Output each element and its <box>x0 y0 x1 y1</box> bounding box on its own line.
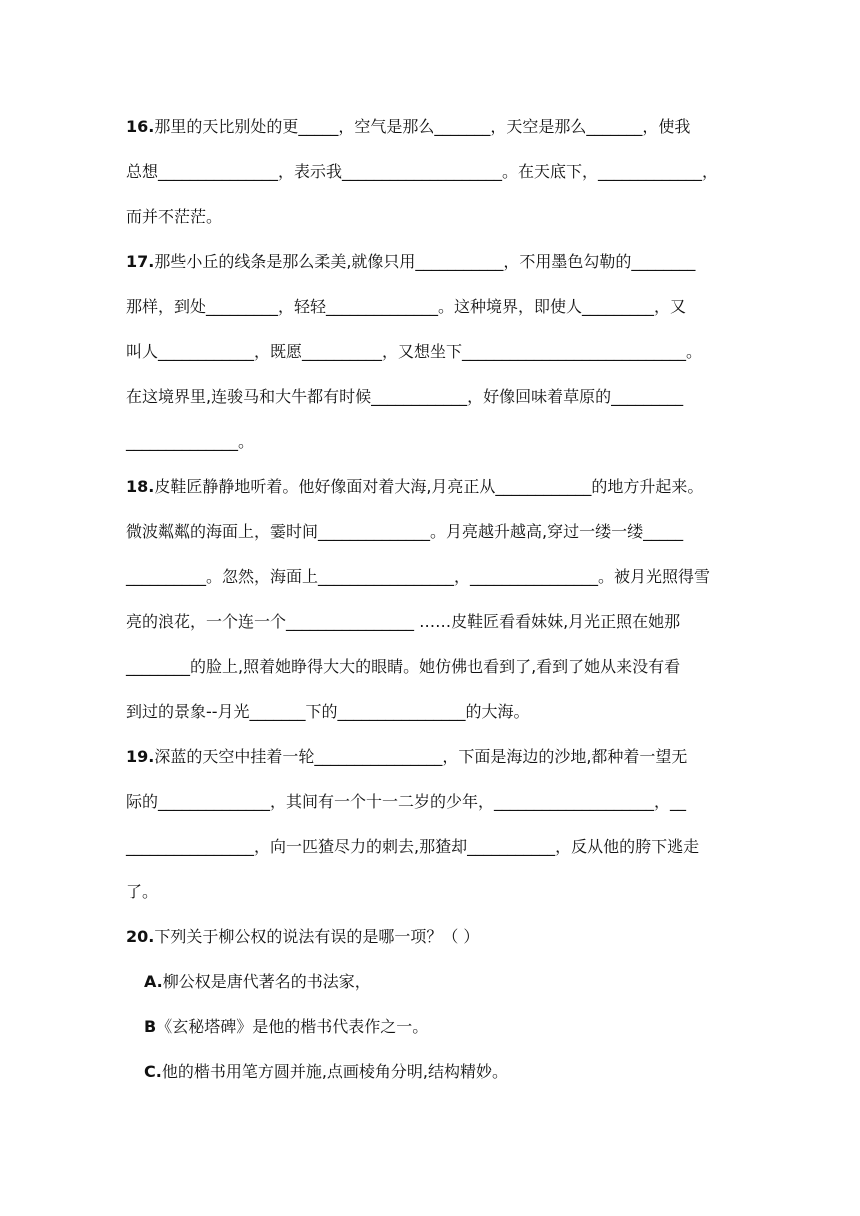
q18-line-4: 亮的浪花，一个连一个________________ ……皮鞋匠看看妹妹,月光正照在她那 <box>126 612 681 631</box>
q19-line-1: 19.深蓝的天空中挂着一轮________________，下面是海边的沙地,都种着一望无 <box>126 747 688 766</box>
q20-question: 20.下列关于柳公权的说法有误的是哪一项？（ ） <box>126 927 480 946</box>
q17-line-4: 在这境界里,连骏马和大牛都有时候____________，好像回味着草原的_________ <box>126 387 684 406</box>
q16-line-3: 而并不茫茫。 <box>126 207 223 226</box>
q17-line-1: 17.那些小丘的线条是那么柔美,就像只用___________，不用墨色勾勒的________ <box>126 252 696 271</box>
q19-line-4: 了。 <box>126 882 159 901</box>
q17-line-5: ______________。 <box>126 432 255 451</box>
q18-line-3: __________。忽然，海面上_________________，________________。被月光照得雪 <box>126 567 711 586</box>
q19-line-2: 际的______________，其间有一个十一二岁的少年，____________________，__ <box>126 792 687 811</box>
q18-line-1: 18.皮鞋匠静静地听着。他好像面对着大海,月亮正从____________的地方升起来。 <box>126 477 704 496</box>
q18-line-2: 微波粼粼的海面上，霎时间______________。月亮越升越高,穿过一缕一缕_____ <box>126 522 684 541</box>
q18-line-6: 到过的景象--月光_______下的________________的大海。 <box>126 702 530 721</box>
q20-option-c: C.他的楷书用笔方圆并施,点画棱角分明,结构精妙。 <box>144 1062 509 1081</box>
q17-line-2: 那样，到处_________，轻轻______________。这种境界，即使人_________，又 <box>126 297 687 316</box>
q18-line-5: ________的脸上,照着她睁得大大的眼睛。她仿佛也看到了,看到了她从来没有看 <box>126 657 681 676</box>
q20-option-b: B《玄秘塔碑》是他的楷书代表作之一。 <box>144 1017 429 1036</box>
q19-line-3: ________________，向一匹猹尽力的刺去,那猹却___________，反从他的胯下逃走 <box>126 837 700 856</box>
q16-line-2: 总想_______________，表示我____________________。在天底下，_____________， <box>126 162 719 181</box>
q16-line-1: 16.那里的天比别处的更_____，空气是那么_______，天空是那么_______，使我 <box>126 117 691 136</box>
q20-option-a: A.柳公权是唐代著名的书法家， <box>144 972 371 991</box>
q17-line-3: 叫人____________，既愿__________，又想坐下____________________________。 <box>126 342 703 361</box>
